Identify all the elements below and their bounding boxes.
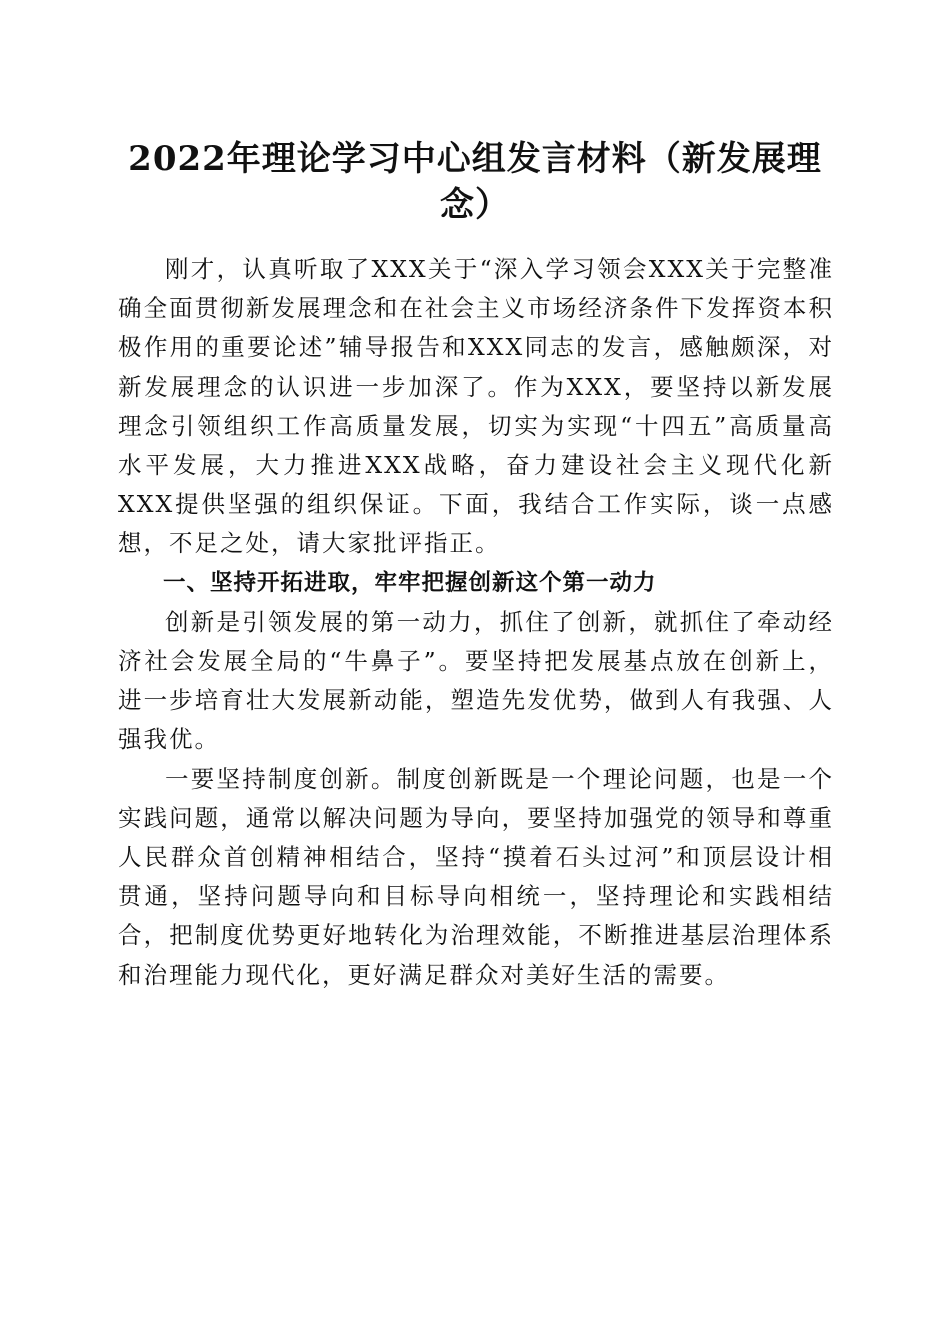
section-paragraph: 一要坚持制度创新。制度创新既是一个理论问题，也是一个实践问题，通常以解决问题为导向，要坚持加强党的领导和尊重人民群众首创精神相结合，坚持“摸着石头过河”和顶层设计相贯通，坚持问题导向和目标导向相统一，坚持理论和实践相结合，把制度优势更好地转化为治理效能，不断推进基层治理体系和治理能力现代化，更好满足群众对美好生活的需要。 (118, 764, 834, 989)
section-heading: 一、坚持开拓进取，牢牢把握创新这个第一动力 (163, 569, 657, 596)
document-title: 2022年理论学习中心组发言材料（新发展理念） (128, 139, 822, 225)
intro-paragraph: 刚才，认真听取了XXX关于“深入学习领会XXX关于完整准确全面贯彻新发展理念和在社会主义市场经济条件下发挥资本积极作用的重要论述”辅导报告和XXX同志的发言，感触颇深，对新发展理念的认识进一步加深了。作为XXX，要坚持以新发展理念引领组织工作高质量发展，切实为实现“十四五”高质量高水平发展，大力推进XXX战略，奋力建设社会主义现代化新XXX提供坚强的组织保证。下面，我结合工作实际，谈一点感想，不足之处，请大家批评指正。 (118, 255, 834, 558)
document-body (118, 250, 834, 995)
section-paragraph: 创新是引领发展的第一动力，抓住了创新，就抓住了牵动经济社会发展全局的“牛鼻子”。要坚持把发展基点放在创新上，进一步培育壮大发展新动能，塑造先发优势，做到人有我强、人强我优。 (118, 607, 834, 754)
